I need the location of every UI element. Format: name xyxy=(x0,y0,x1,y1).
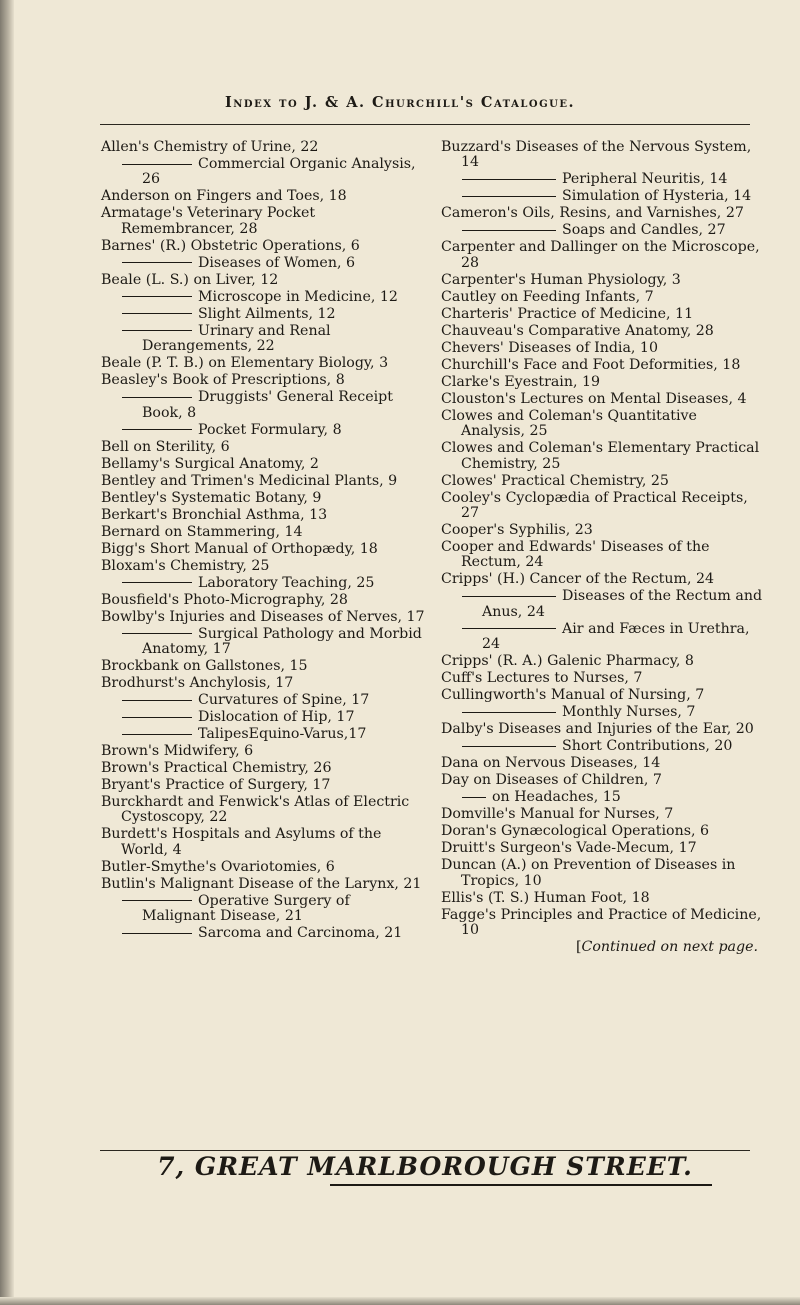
index-entry xyxy=(441,409,764,440)
index-entry-text: Peripheral Neuritis, 14 xyxy=(562,171,728,188)
index-entry-text: Churchill's Face and Foot Deformities, 18 xyxy=(441,356,741,373)
index-entry xyxy=(101,761,426,776)
index-entry-text: Clowes and Coleman's Elementary Practical Chemistry, 25 xyxy=(441,440,760,472)
index-entry-text: Beasley's Book of Prescriptions, 8 xyxy=(101,372,345,389)
index-entry-text: Air and Fæces in Urethra, 24 xyxy=(482,620,750,653)
index-entry-text: Druggists' General Receipt Book, 8 xyxy=(142,389,393,421)
index-entry xyxy=(101,727,426,742)
index-entry-text: Day on Diseases of Children, 7 xyxy=(441,772,662,789)
index-entry-text: Beale (L. S.) on Liver, 12 xyxy=(101,271,279,288)
index-entry xyxy=(101,239,426,254)
index-entry xyxy=(101,559,426,574)
ditto-dash xyxy=(122,717,192,718)
index-entry-text: Curvatures of Spine, 17 xyxy=(198,692,370,709)
footer-rule xyxy=(100,1150,750,1151)
footer-address: 7, GREAT MARLBOROUGH STREET. xyxy=(157,1152,693,1181)
index-entry-text: Diseases of Women, 6 xyxy=(198,254,356,271)
index-entry xyxy=(441,756,764,771)
index-entry-text: Butlin's Malignant Disease of the Larynx, 21 xyxy=(101,875,422,892)
index-entry xyxy=(101,290,426,305)
index-entry xyxy=(101,491,426,506)
index-entry xyxy=(441,140,764,171)
index-entry xyxy=(441,523,764,538)
index-entry-text: Clowes and Coleman's Quantitative Analysis, 25 xyxy=(441,407,697,440)
index-entry-text: on Headaches, 15 xyxy=(492,789,621,806)
index-entry-text: Cullingworth's Manual of Nursing, 7 xyxy=(441,687,705,704)
index-entry xyxy=(441,654,764,669)
index-entry-text: Dislocation of Hip, 17 xyxy=(198,709,355,726)
index-column-right xyxy=(441,140,764,956)
index-entry-text: Bryant's Practice of Surgery, 17 xyxy=(101,777,331,794)
index-entry-text: Laboratory Teaching, 25 xyxy=(198,574,375,591)
index-entry-text: Cripps' (R. A.) Galenic Pharmacy, 8 xyxy=(441,653,694,670)
index-entry-text: TalipesEquino-Varus,17 xyxy=(198,726,367,743)
ditto-dash xyxy=(122,313,192,314)
ditto-dash xyxy=(122,633,192,634)
index-entry-text: Sarcoma and Carcinoma, 21 xyxy=(198,925,403,942)
index-entry-text: Buzzard's Diseases of the Nervous System, 14 xyxy=(441,139,752,171)
right-entries xyxy=(441,140,764,938)
index-entry xyxy=(441,491,764,522)
ditto-dash xyxy=(122,700,192,701)
index-entry-text: Doran's Gynæcological Operations, 6 xyxy=(441,823,710,840)
index-entry xyxy=(101,659,426,674)
index-entry-text: Diseases of the Rectum and Anus, 24 xyxy=(482,588,763,620)
index-entry xyxy=(101,140,426,155)
index-entry-text: Cooper and Edwards' Diseases of the Rectum, 24 xyxy=(441,539,710,571)
index-entry-text: Chauveau's Comparative Anatomy, 28 xyxy=(441,322,714,339)
index-entry xyxy=(101,206,426,237)
ditto-dash xyxy=(122,164,192,165)
index-entry xyxy=(441,172,764,187)
index-entry xyxy=(101,390,426,421)
index-entry xyxy=(101,307,426,322)
index-entry-text: Berkart's Bronchial Asthma, 13 xyxy=(101,506,328,523)
ditto-dash xyxy=(462,596,556,597)
index-entry xyxy=(441,841,764,856)
ditto-dash xyxy=(122,330,192,331)
index-entry xyxy=(441,858,764,889)
index-entry xyxy=(441,722,764,737)
index-entry-text: Charteris' Practice of Medicine, 11 xyxy=(441,305,694,322)
index-entry xyxy=(101,457,426,472)
index-entry-text: Brockbank on Gallstones, 15 xyxy=(101,658,308,675)
index-entry xyxy=(101,525,426,540)
index-entry-text: Cameron's Oils, Resins, and Varnishes, 27 xyxy=(441,205,744,222)
index-entry-text: Cripps' (H.) Cancer of the Rectum, 24 xyxy=(441,571,715,588)
ditto-dash xyxy=(122,933,192,934)
index-entry xyxy=(101,744,426,759)
index-entry-text: Cooley's Cyclopædia of Practical Receipts, 27 xyxy=(441,489,748,522)
index-entry-text: Operative Surgery of Malignant Disease, 21 xyxy=(142,892,350,925)
continued-text: Continued on next page. xyxy=(581,939,758,956)
index-entry xyxy=(101,710,426,725)
ditto-dash xyxy=(122,262,192,263)
ditto-dash xyxy=(462,196,556,197)
index-entry xyxy=(101,894,426,925)
index-entry xyxy=(441,441,764,472)
continued-note: [Continued on next page. xyxy=(575,939,758,956)
index-entry-text: Brown's Midwifery, 6 xyxy=(101,743,254,760)
index-entry xyxy=(101,474,426,489)
index-entry xyxy=(441,589,764,620)
index-entry xyxy=(101,324,426,355)
index-entry-text: Clouston's Lectures on Mental Diseases, 4 xyxy=(441,390,747,407)
index-entry-text: Allen's Chemistry of Urine, 22 xyxy=(101,139,319,155)
ditto-dash xyxy=(462,230,556,231)
ditto-dash xyxy=(122,582,192,583)
index-entry xyxy=(101,356,426,371)
ditto-dash xyxy=(462,712,556,713)
index-entry-text: Bowlby's Injuries and Diseases of Nerves, 17 xyxy=(101,608,425,625)
index-entry xyxy=(101,795,426,826)
index-column-left xyxy=(101,140,426,943)
index-entry xyxy=(101,778,426,793)
ditto-dash xyxy=(122,429,192,430)
index-entry xyxy=(441,572,764,587)
index-entry xyxy=(441,375,764,390)
index-entry-text: Bentley's Systematic Botany, 9 xyxy=(101,489,322,506)
index-entry xyxy=(441,474,764,489)
index-entry-text: Bloxam's Chemistry, 25 xyxy=(101,557,270,574)
index-entry-text: Duncan (A.) on Prevention of Diseases in Tropics, 10 xyxy=(441,857,736,889)
index-entry-text: Pocket Formulary, 8 xyxy=(198,421,342,438)
index-entry-text: Bell on Sterility, 6 xyxy=(101,438,230,455)
header-rule xyxy=(100,124,750,125)
ditto-dash xyxy=(122,296,192,297)
index-entry xyxy=(101,926,426,941)
ditto-dash xyxy=(122,397,192,398)
index-entry xyxy=(441,189,764,204)
index-entry-text: Burdett's Hospitals and Asylums of the World, 4 xyxy=(101,826,382,858)
index-entry xyxy=(101,576,426,591)
index-entry xyxy=(441,223,764,238)
index-entry-text: Brown's Practical Chemistry, 26 xyxy=(101,760,332,777)
ditto-dash xyxy=(462,797,486,798)
index-entry xyxy=(101,256,426,271)
index-entry xyxy=(441,307,764,322)
index-entry-text: Slight Ailments, 12 xyxy=(198,305,336,322)
index-entry xyxy=(101,157,426,188)
index-entry xyxy=(101,593,426,608)
page-bottom-edge xyxy=(0,1297,800,1305)
index-entry-text: Dana on Nervous Diseases, 14 xyxy=(441,755,661,772)
ditto-dash xyxy=(122,734,192,735)
index-entry xyxy=(101,860,426,875)
page-header: Index to J. & A. Churchill's Catalogue. xyxy=(225,94,575,111)
index-entry-text: Commercial Organic Analysis, 26 xyxy=(142,156,416,188)
index-entry-text: Urinary and Renal Derangements, 22 xyxy=(142,322,331,355)
index-entry xyxy=(441,671,764,686)
index-entry-text: Carpenter's Human Physiology, 3 xyxy=(441,271,681,288)
index-entry-text: Ellis's (T. S.) Human Foot, 18 xyxy=(441,889,650,906)
index-entry-text: Brodhurst's Anchylosis, 17 xyxy=(101,675,294,692)
index-entry-text: Cautley on Feeding Infants, 7 xyxy=(441,288,654,305)
index-entry xyxy=(441,773,764,788)
index-entry xyxy=(101,440,426,455)
index-entry-text: Monthly Nurses, 7 xyxy=(562,704,696,721)
footer-underline xyxy=(330,1184,712,1186)
index-entry-text: Dalby's Diseases and Injuries of the Ear, 20 xyxy=(441,721,754,738)
ditto-dash xyxy=(122,900,192,901)
index-entry xyxy=(441,688,764,703)
index-entry xyxy=(101,610,426,625)
ditto-dash xyxy=(462,179,556,180)
index-entry xyxy=(441,824,764,839)
index-entry-text: Domville's Manual for Nurses, 7 xyxy=(441,806,674,823)
index-entry xyxy=(441,206,764,221)
index-entry-text: Burckhardt and Fenwick's Atlas of Electric Cystoscopy, 22 xyxy=(101,794,410,826)
index-entry xyxy=(441,622,764,653)
index-entry-text: Bigg's Short Manual of Orthopædy, 18 xyxy=(101,540,378,557)
index-entry xyxy=(441,739,764,754)
index-entry xyxy=(441,705,764,720)
index-entry-text: Clarke's Eyestrain, 19 xyxy=(441,373,601,390)
index-entry xyxy=(441,290,764,305)
index-entry-text: Microscope in Medicine, 12 xyxy=(198,288,398,305)
index-entry-text: Cooper's Syphilis, 23 xyxy=(441,522,593,539)
index-entry xyxy=(101,627,426,658)
ditto-dash xyxy=(462,746,556,747)
index-entry xyxy=(101,693,426,708)
index-entry xyxy=(101,423,426,438)
index-entry-text: Bentley and Trimen's Medicinal Plants, 9 xyxy=(101,472,398,489)
index-entry-text: Short Contributions, 20 xyxy=(562,738,733,755)
index-entry-text: Chevers' Diseases of India, 10 xyxy=(441,339,658,356)
index-entry xyxy=(101,827,426,858)
ditto-dash xyxy=(462,628,556,629)
index-entry-text: Beale (P. T. B.) on Elementary Biology, 3 xyxy=(101,355,389,372)
index-entry xyxy=(101,373,426,388)
index-entry-text: Cuff's Lectures to Nurses, 7 xyxy=(441,670,643,687)
book-spine-shadow xyxy=(0,0,14,1305)
index-entry xyxy=(441,324,764,339)
index-entry xyxy=(101,189,426,204)
index-entry-text: Armatage's Veterinary Pocket Remembrancer, 28 xyxy=(101,205,316,237)
index-entry-text: Barnes' (R.) Obstetric Operations, 6 xyxy=(101,237,360,254)
index-entry xyxy=(101,508,426,523)
index-entry xyxy=(441,341,764,356)
index-entry xyxy=(101,676,426,691)
index-entry xyxy=(101,542,426,557)
index-entry xyxy=(101,273,426,288)
index-entry-text: Fagge's Principles and Practice of Medicine, 10 xyxy=(441,906,762,939)
index-entry xyxy=(441,908,764,939)
index-entry xyxy=(441,807,764,822)
index-entry-text: Anderson on Fingers and Toes, 18 xyxy=(101,188,347,205)
index-entry-text: Carpenter and Dallinger on the Microscope, 28 xyxy=(441,239,760,271)
index-entry-text: Clowes' Practical Chemistry, 25 xyxy=(441,472,669,489)
index-entry-text: Bernard on Stammering, 14 xyxy=(101,523,303,540)
index-entry-text: Bellamy's Surgical Anatomy, 2 xyxy=(101,455,319,472)
index-entry xyxy=(441,273,764,288)
index-entry-text: Butler-Smythe's Ovariotomies, 6 xyxy=(101,858,335,875)
index-entry xyxy=(101,877,426,892)
index-entry-text: Bousfield's Photo-Micrography, 28 xyxy=(101,591,348,608)
index-entry xyxy=(441,540,764,571)
index-entry xyxy=(441,891,764,906)
index-entry xyxy=(441,392,764,407)
index-entry-text: Simulation of Hysteria, 14 xyxy=(562,188,752,205)
index-entry-text: Surgical Pathology and Morbid Anatomy, 17 xyxy=(142,625,422,658)
index-entry xyxy=(441,790,764,805)
index-entry-text: Druitt's Surgeon's Vade-Mecum, 17 xyxy=(441,840,697,857)
index-entry xyxy=(441,358,764,373)
index-entry-text: Soaps and Candles, 27 xyxy=(562,222,726,239)
index-entry xyxy=(441,240,764,271)
